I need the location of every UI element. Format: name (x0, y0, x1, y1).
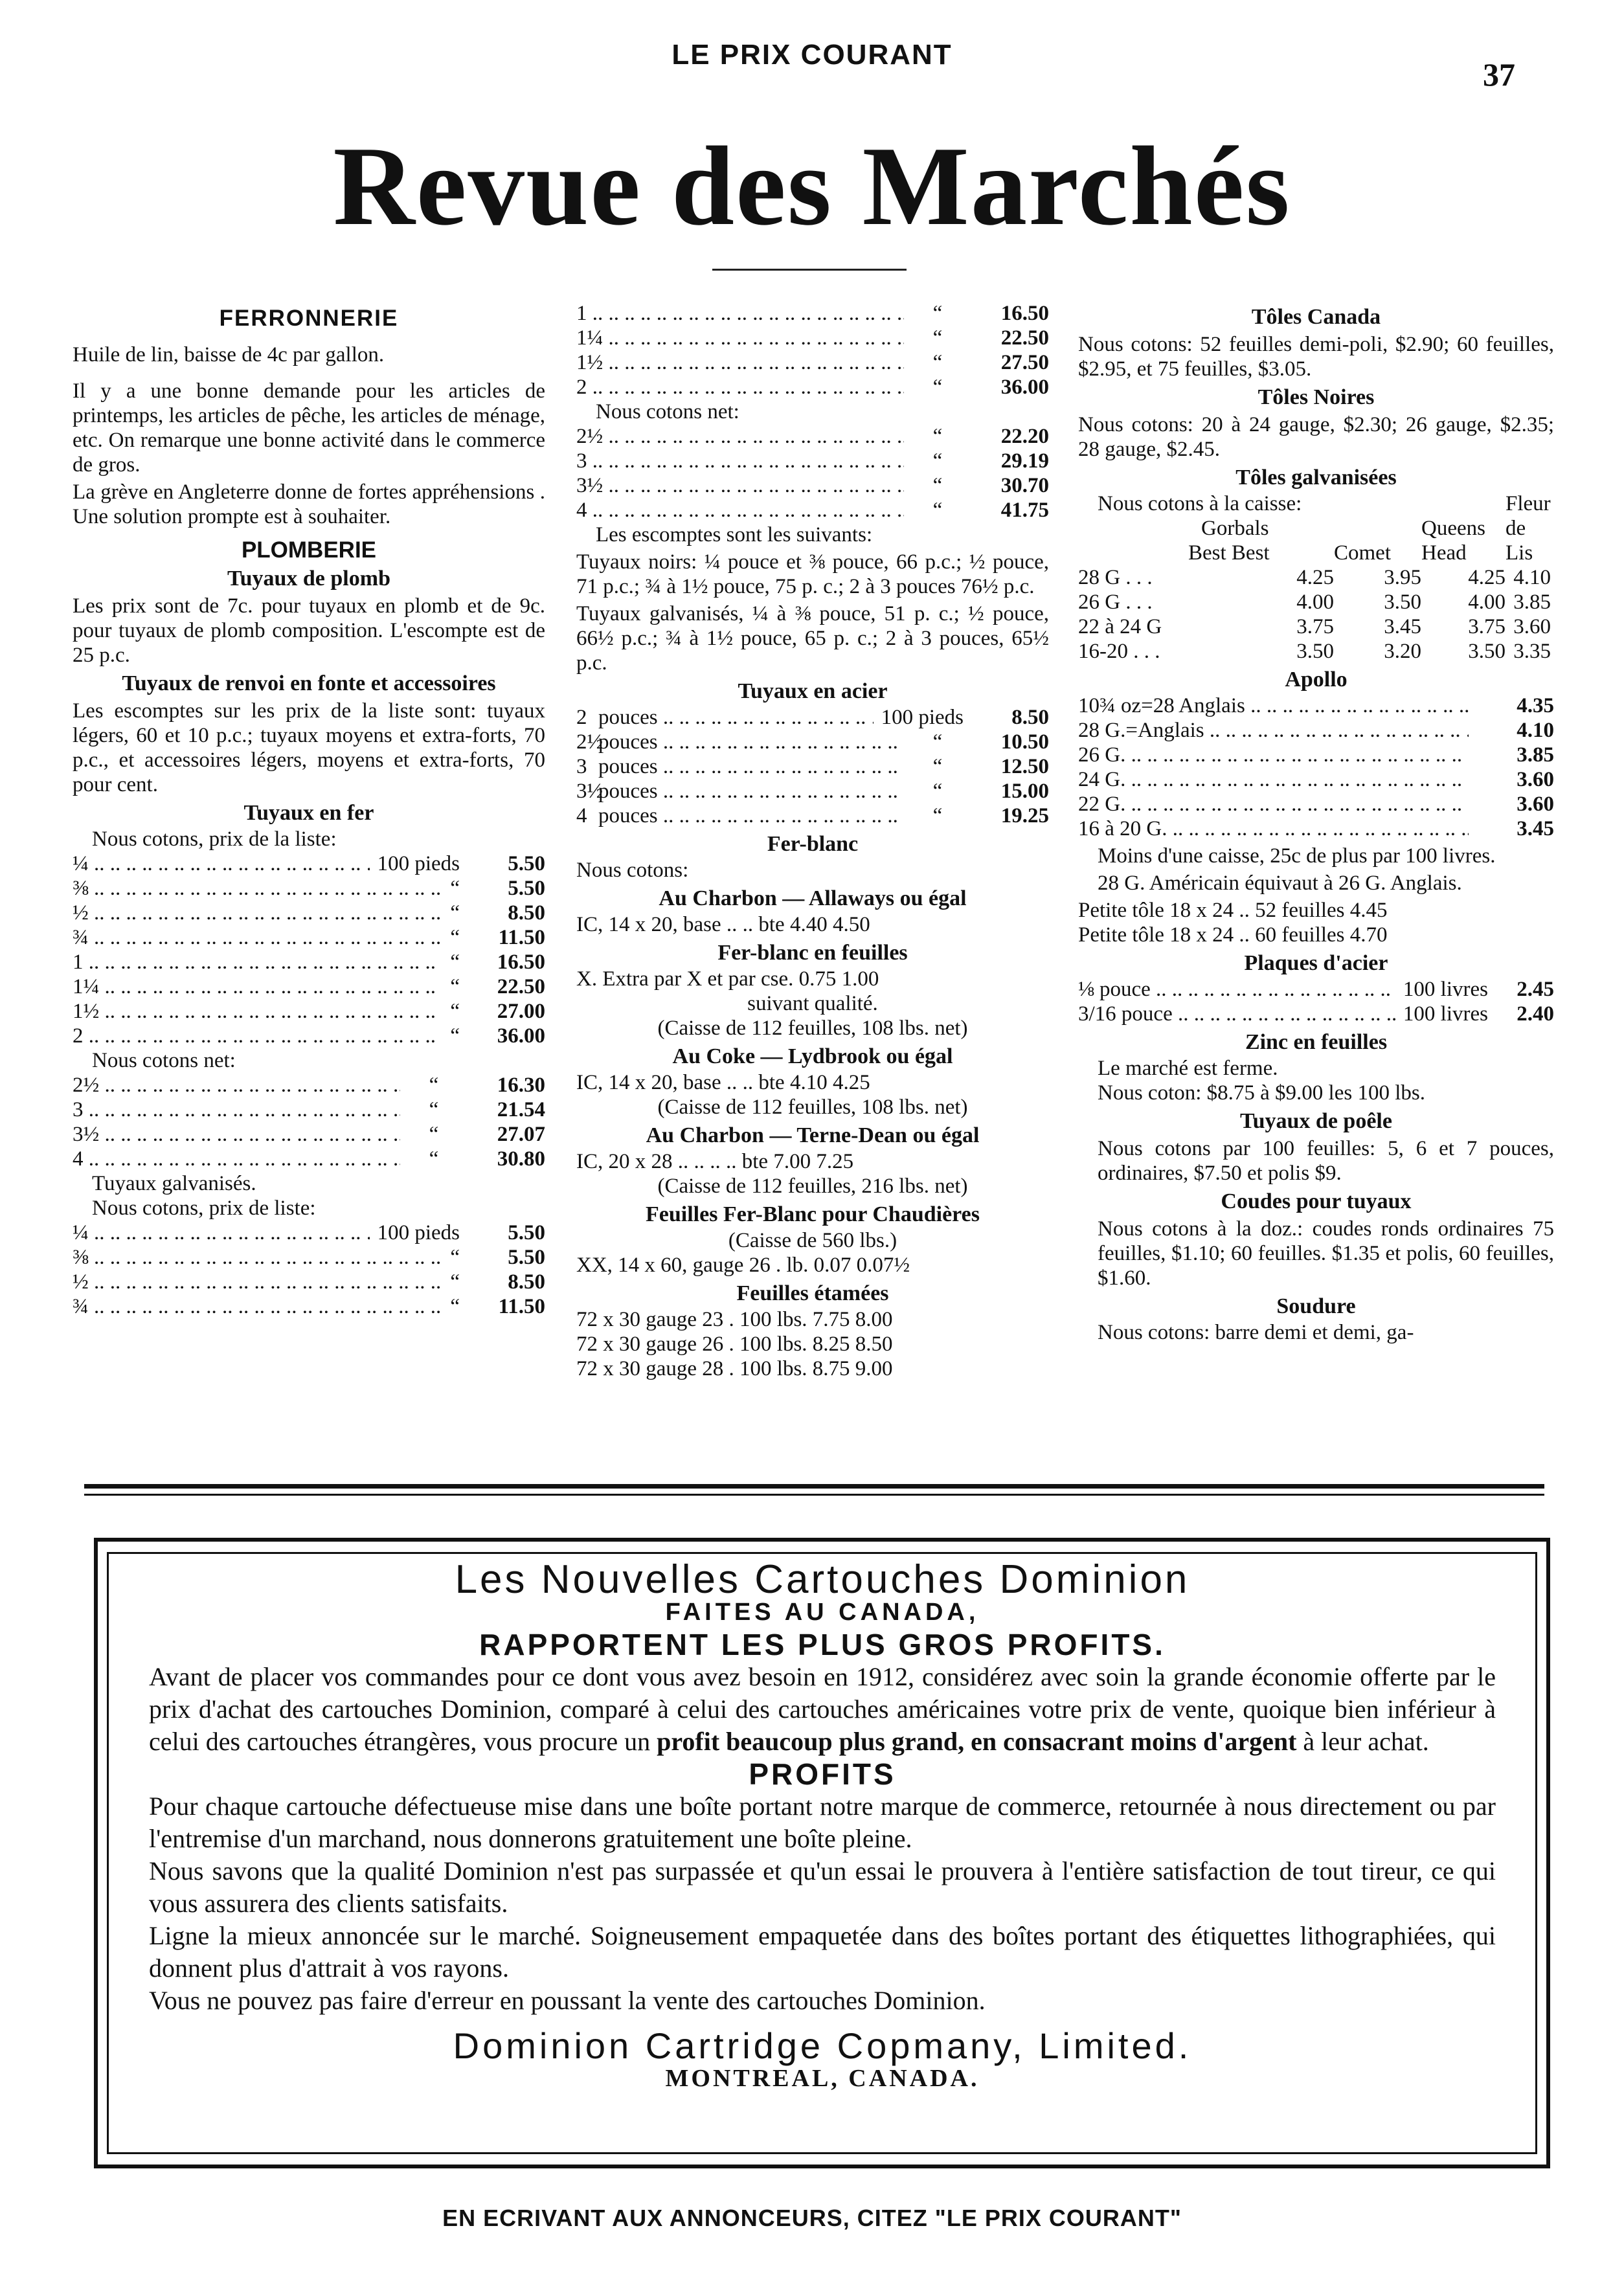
separator-rule (84, 1484, 1544, 1489)
unit: “ (932, 780, 943, 803)
unit: “ (932, 302, 943, 325)
size: 3 .. .. (576, 449, 904, 473)
column-3 (1078, 301, 1554, 1345)
note: suivant qualité. (747, 992, 878, 1015)
price-line: Petite tôle 18 x 24 .. 60 feuilles 4.70 (1078, 923, 1388, 947)
ad-paragraph: Vous ne pouvez pas faire d'erreur en poussant la vente des cartouches Dominion. (149, 1986, 986, 2015)
list-intro: Tuyaux galvanisés. (92, 1172, 256, 1195)
price: 30.80 (497, 1147, 545, 1171)
unit: “ (450, 877, 460, 900)
price-line: X. Extra par X et par cse. 0.75 1.00 (576, 967, 879, 991)
subheading: Coudes pour tuyaux (1221, 1189, 1412, 1213)
list-intro: Nous cotons: (576, 859, 689, 882)
gauge: 24 G. .. .. (1078, 767, 1469, 792)
price: 12.50 (1000, 755, 1049, 778)
price-list (576, 301, 1049, 399)
ad-company: Dominion Cartridge Copmany, Limited. (453, 2025, 1192, 2066)
list-intro: Nous cotons, prix de liste: (92, 1197, 316, 1220)
price-row (73, 1122, 545, 1147)
price: 3.45 (1517, 817, 1554, 840)
size: 2½ .. .. (73, 1073, 400, 1097)
unit: “ (450, 950, 460, 974)
subheading: Soudure (1276, 1294, 1356, 1318)
subheading: Zinc en feuilles (1245, 1030, 1388, 1054)
gauge: 26 G . . . (1078, 590, 1153, 614)
note: (Caisse de 112 feuilles, 108 lbs. net) (657, 1096, 968, 1119)
price: 3.20 (1384, 640, 1421, 663)
price-row (576, 326, 1049, 350)
unit: 100 pieds (377, 852, 460, 875)
unit: 100 livres (1403, 978, 1488, 1001)
subheading: Au Charbon — Terne-Dean ou égal (646, 1123, 980, 1147)
price: 11.50 (498, 926, 545, 949)
size: 4 .. .. (576, 498, 904, 523)
subheading: Tôles Canada (1251, 305, 1381, 329)
price: 4.35 (1517, 694, 1554, 717)
note: (Caisse de 560 lbs.) (728, 1229, 897, 1252)
price-row (576, 804, 1049, 828)
ad-paragraph (149, 1661, 1496, 1758)
unit: “ (429, 1147, 439, 1171)
price-line: Petite tôle 18 x 24 .. 52 feuilles 4.45 (1078, 899, 1388, 922)
size-unit: pouces .. .. (598, 779, 904, 804)
title-rule (712, 269, 907, 271)
subheading: Fer-blanc en feuilles (717, 941, 908, 965)
unit: “ (932, 425, 943, 448)
price: 8.50 (508, 1270, 545, 1294)
footer-notice: EN ECRIVANT AUX ANNONCEURS, CITEZ "LE PRIX COURANT" (442, 2205, 1182, 2231)
price: 3.85 (1517, 743, 1554, 767)
price-row (576, 705, 1049, 730)
size: 1 .. .. (73, 950, 442, 974)
size: 3½ .. .. (73, 1122, 400, 1147)
size: 1½ .. .. (73, 999, 442, 1024)
price: 3.45 (1384, 615, 1421, 638)
price: 5.50 (508, 1221, 545, 1244)
price: 4.25 (1468, 566, 1506, 589)
price-row (73, 1147, 545, 1171)
price-row (1078, 718, 1554, 743)
price-row (1078, 792, 1554, 816)
unit: “ (932, 499, 943, 522)
price-row (73, 1097, 545, 1122)
price-list (576, 424, 1049, 523)
unit: “ (450, 1000, 460, 1023)
unit: “ (450, 975, 460, 998)
price: 3.50 (1296, 640, 1334, 663)
price-row (73, 1294, 545, 1319)
size: ½ .. .. (73, 901, 442, 925)
price: 5.50 (508, 852, 545, 875)
column-header: Head (1421, 541, 1467, 565)
price: 2.45 (1517, 978, 1554, 1001)
size: 3/16 pouce .. .. (1078, 1002, 1395, 1026)
price-row (73, 1024, 545, 1048)
unit: “ (932, 474, 943, 497)
price: 29.19 (1000, 449, 1049, 473)
price-row (73, 901, 545, 925)
section-heading: PLOMBERIE (241, 537, 377, 563)
paragraph: Nous cotons à la doz.: coudes ronds ordinaires 75 feuilles, $1.10; 60 feuilles. $1.35 et polis, 60 feuilles, $1.60. (1098, 1217, 1554, 1290)
gauge: 10¾ oz=28 Anglais .. .. (1078, 693, 1469, 718)
size: 2 (576, 706, 587, 729)
unit: “ (429, 1123, 439, 1146)
separator-rule (84, 1494, 1544, 1496)
price-line: IC, 20 x 28 .. .. .. .. bte 7.00 7.25 (576, 1150, 854, 1173)
price: 16.50 (1000, 302, 1049, 325)
price-row (73, 950, 545, 974)
price-line: 72 x 30 gauge 28 . 100 lbs. 8.75 9.00 (576, 1357, 893, 1380)
page-number: 37 (1483, 56, 1515, 93)
gauge: 22 G. .. .. (1078, 792, 1469, 816)
price-row (1078, 767, 1554, 792)
size: 2 .. .. (73, 1024, 442, 1048)
price: 3.60 (1517, 768, 1554, 791)
price: 8.50 (1011, 706, 1049, 729)
gauge: 16 à 20 G. .. .. (1078, 816, 1469, 841)
paragraph: Les prix sont de 7c. pour tuyaux en plomb et de 9c. pour tuyaux de plomb composition. L'escompte est de 25 p.c. (73, 594, 545, 667)
size-unit: pouces .. .. (598, 730, 904, 754)
size: ⅛ pouce .. .. (1078, 977, 1395, 1002)
size: 2½ (576, 730, 603, 754)
unit: “ (429, 1074, 439, 1097)
subheading: Feuilles Fer-Blanc pour Chaudières (646, 1202, 980, 1226)
price-row (576, 498, 1049, 523)
price-row (73, 851, 545, 876)
list-intro: Nous cotons à la caisse: (1098, 492, 1302, 515)
paragraph: Tuyaux galvanisés, ¼ à ⅜ pouce, 51 p. c.; ½ pouce, 66½ p.c.; ¾ à 1½ pouce, 65 p. c.; 2 à 3 pouces, 65½ p.c. (576, 602, 1049, 675)
unit: “ (429, 1098, 439, 1121)
subheading: Tôles galvanisées (1235, 466, 1397, 489)
size: ½ .. .. (73, 1270, 442, 1294)
note: (Caisse de 112 feuilles, 216 lbs. net) (657, 1175, 968, 1198)
price: 4.25 (1296, 566, 1334, 589)
price-row (576, 350, 1049, 375)
price-row (1078, 693, 1554, 718)
price-row (576, 730, 1049, 754)
running-title: LE PRIX COURANT (671, 39, 953, 71)
price: 22.50 (1000, 326, 1049, 350)
price-row (1078, 816, 1554, 841)
unit: 100 livres (1403, 1002, 1488, 1026)
column-header: Lis (1506, 541, 1533, 565)
column-header: Queens (1421, 517, 1485, 540)
price: 27.00 (497, 1000, 545, 1023)
paragraph: Tuyaux noirs: ¼ pouce et ⅜ pouce, 66 p.c.; ½ pouce, 71 p.c.; ¾ à 1½ pouce, 75 p. c.; 2 à 3 pouces 76½ p.c. (576, 550, 1049, 598)
size: 1¼ .. .. (73, 974, 442, 999)
ad-headline: Les Nouvelles Cartouches Dominion (455, 1557, 1190, 1602)
price: 3.75 (1296, 615, 1334, 638)
column-header: Comet (1334, 541, 1391, 565)
ad-city: MONTREAL, CANADA. (665, 2065, 980, 2092)
paragraph: Huile de lin, baisse de 4c par gallon. (73, 343, 385, 366)
subheading: Au Charbon — Allaways ou égal (659, 886, 967, 910)
paragraph: Nous cotons: 52 feuilles demi-poli, $2.90; 60 feuilles, $2.95, et 75 feuilles, $3.05. (1078, 333, 1554, 381)
column-header: de (1506, 517, 1526, 540)
size-unit: pouces .. .. (598, 804, 904, 828)
subheading: Fer-blanc (767, 832, 859, 856)
unit: “ (450, 1295, 460, 1318)
gauge: 28 G.=Anglais .. .. (1078, 718, 1469, 743)
column-2 (576, 301, 1049, 1381)
price: 36.00 (1000, 376, 1049, 399)
column-header: Fleur (1506, 492, 1551, 515)
subheading: Plaques d'acier (1244, 951, 1388, 975)
price: 4.10 (1517, 719, 1554, 742)
unit: “ (932, 376, 943, 399)
price-list (576, 705, 1049, 828)
subheading: Tuyaux de plomb (227, 567, 390, 590)
price-list (73, 1073, 545, 1171)
subheading: Tuyaux de renvoi en fonte et accessoires (122, 671, 496, 695)
price: 2.40 (1517, 1002, 1554, 1026)
size: 4 .. .. (73, 1147, 400, 1171)
paragraph: 28 G. Américain équivaut à 26 G. Anglais. (1098, 872, 1462, 895)
price-row (73, 1220, 545, 1245)
subheading: Tôles Noires (1257, 385, 1375, 409)
advertisement (149, 1538, 1496, 2095)
note: (Caisse de 112 feuilles, 108 lbs. net) (657, 1017, 968, 1040)
price-line: IC, 14 x 20, base .. .. bte 4.10 4.25 (576, 1071, 870, 1094)
price: 3.60 (1513, 615, 1551, 638)
ad-text: Avant de placer vos commandes pour ce dont vous avez besoin en 1912, considérez avec soin la grande économie offerte par le prix d'achat des cartouches Dominion, comparé à celui des cartouches américaines votre prix de vente, quoique bien inférieur à celui des cartouches étrangères, vous procure un (149, 1662, 1496, 1756)
list-intro: Nous cotons, prix de la liste: (92, 827, 337, 851)
price: 8.50 (508, 901, 545, 925)
price-row (73, 999, 545, 1024)
subheading: Tuyaux en fer (243, 801, 374, 825)
price-row (73, 1245, 545, 1270)
size: 3½ (576, 780, 603, 803)
ad-paragraph: Nous savons que la qualité Dominion n'est pas surpassée et qu'un essai le prouvera à l'entière satisfaction de tout tireur, ce qui vous assurera des clients satisfaits. (149, 1856, 1496, 1918)
list-intro: Nous cotons net: (92, 1049, 236, 1072)
paragraph: La grève en Angleterre donne de fortes appréhensions . Une solution prompte est à souhaiter. (73, 480, 545, 528)
price-row (576, 779, 1049, 804)
price: 11.50 (498, 1295, 545, 1318)
size: 4 (576, 804, 587, 827)
unit: “ (932, 804, 943, 827)
price: 3.95 (1384, 566, 1421, 589)
price-list (73, 851, 545, 1048)
size: 3½ .. .. (576, 473, 904, 498)
price-line: IC, 14 x 20, base .. .. bte 4.40 4.50 (576, 913, 870, 936)
ad-subheadline: RAPPORTENT LES PLUS GROS PROFITS. (479, 1628, 1166, 1661)
price-line: 72 x 30 gauge 23 . 100 lbs. 7.75 8.00 (576, 1308, 893, 1331)
unit: “ (932, 755, 943, 778)
price: 21.54 (497, 1098, 545, 1121)
price: 4.00 (1296, 590, 1334, 614)
ad-section-heading: PROFITS (749, 1757, 896, 1791)
column-1 (73, 301, 545, 1319)
price-row (1078, 977, 1554, 1002)
subheading: Tuyaux de poêle (1240, 1109, 1392, 1133)
size: 1 .. .. (576, 301, 904, 326)
price-row (1078, 1002, 1554, 1026)
galvanized-table (1078, 491, 1554, 664)
gauge: 22 à 24 G (1078, 615, 1162, 638)
subheading: Feuilles étamées (736, 1281, 889, 1305)
size: 3 (576, 755, 587, 778)
unit: “ (932, 351, 943, 374)
price: 36.00 (497, 1024, 545, 1048)
price-row (1078, 743, 1554, 767)
price: 3.50 (1384, 590, 1421, 614)
column-header: Gorbals (1201, 517, 1269, 540)
note: Nous coton: $8.75 à $9.00 les 100 lbs. (1098, 1081, 1425, 1105)
size: ¾ .. .. (73, 925, 442, 950)
size: ¾ .. .. (73, 1294, 442, 1319)
size: 2½ .. .. (576, 424, 904, 449)
ad-paragraph: Pour chaque cartouche défectueuse mise dans une boîte portant notre marque de commerce, retournée à nous directement ou par l'entremise d'un marchand, nous donnerons gratuitement une boîte pleine. (149, 1792, 1496, 1853)
unit: 100 pieds (377, 1221, 460, 1244)
price: 41.75 (1000, 499, 1049, 522)
price-row (576, 424, 1049, 449)
gauge: 26 G. .. .. (1078, 743, 1469, 767)
price-row (73, 925, 545, 950)
size: ¼ .. .. (73, 1220, 370, 1245)
price: 5.50 (508, 1246, 545, 1269)
note: Le marché est ferme. (1098, 1057, 1278, 1080)
list-intro: Les escomptes sont les suivants: (596, 523, 873, 546)
price-row (73, 1270, 545, 1294)
price: 22.50 (497, 975, 545, 998)
paragraph: Les escomptes sur les prix de la liste sont: tuyaux légers, 60 et 10 p.c.; tuyaux moyens et extra-forts, 70 p.c., et accessoires légers, moyens et extra-forts, 70 pour cent. (73, 699, 545, 796)
price: 3.50 (1468, 640, 1506, 663)
price: 27.50 (1000, 351, 1049, 374)
price: 27.07 (497, 1123, 545, 1146)
price-row (576, 473, 1049, 498)
size: 3 .. .. (73, 1097, 400, 1122)
price: 30.70 (1000, 474, 1049, 497)
price-row (73, 876, 545, 901)
size: 1¼ .. .. (576, 326, 904, 350)
unit: “ (932, 449, 943, 473)
size: ⅜ .. .. (73, 1245, 442, 1270)
price: 22.20 (1000, 425, 1049, 448)
subheading: Tuyaux en acier (738, 679, 888, 703)
unit: “ (450, 926, 460, 949)
price: 19.25 (1000, 804, 1049, 827)
unit: “ (450, 901, 460, 925)
unit: “ (450, 1024, 460, 1048)
size-unit: pouces .. .. (598, 754, 904, 779)
subheading: Apollo (1285, 668, 1348, 692)
price: 3.60 (1517, 793, 1554, 816)
ad-subheadline: FAITES AU CANADA, (665, 1599, 980, 1626)
gauge: 16-20 . . . (1078, 640, 1160, 663)
unit: “ (450, 1246, 460, 1269)
paragraph: Nous cotons: 20 à 24 gauge, $2.30; 26 gauge, $2.35; 28 gauge, $2.45. (1078, 413, 1554, 461)
section-heading: FERRONNERIE (219, 306, 399, 331)
unit: “ (450, 1270, 460, 1294)
price-list (1078, 693, 1554, 841)
column-header: Best Best (1188, 541, 1270, 565)
size: 2 .. .. (576, 375, 904, 399)
size-unit: pouces .. .. (598, 705, 874, 730)
price: 10.50 (1000, 730, 1049, 754)
list-intro: Nous cotons net: (596, 400, 739, 423)
price-line: XX, 14 x 60, gauge 26 . lb. 0.07 0.07½ (576, 1254, 910, 1277)
price: 16.30 (497, 1074, 545, 1097)
price-row (576, 375, 1049, 399)
price: 5.50 (508, 877, 545, 900)
page-title: Revue des Marchés (333, 123, 1291, 249)
price-row (73, 974, 545, 999)
size: ⅜ .. .. (73, 876, 442, 901)
paragraph: Nous cotons par 100 feuilles: 5, 6 et 7 pouces, ordinaires, $7.50 et polis $9. (1098, 1137, 1554, 1185)
price-row (576, 754, 1049, 779)
price: 15.00 (1000, 780, 1049, 803)
price-line: 72 x 30 gauge 26 . 100 lbs. 8.25 8.50 (576, 1333, 893, 1356)
price: 4.00 (1468, 590, 1506, 614)
price-row (576, 301, 1049, 326)
size: 1½ .. .. (576, 350, 904, 375)
subheading: Au Coke — Lydbrook ou égal (672, 1044, 953, 1068)
unit: “ (932, 730, 943, 754)
ad-text: à leur achat. (1303, 1727, 1429, 1756)
price-row (576, 449, 1049, 473)
price: 16.50 (497, 950, 545, 974)
paragraph: Il y a une bonne demande pour les articles de printemps, les articles de pêche, les articles de ménage, etc. On remarque une bonne activité dans le commerce de gros. (73, 379, 545, 477)
gauge: 28 G . . . (1078, 566, 1153, 589)
price: 3.75 (1468, 615, 1506, 638)
price-list (73, 1220, 545, 1319)
price: 3.35 (1513, 640, 1551, 663)
price: 3.85 (1513, 590, 1551, 614)
paragraph: Moins d'une caisse, 25c de plus par 100 livres. (1098, 844, 1496, 868)
note: Nous cotons: barre demi et demi, ga- (1098, 1321, 1414, 1344)
ad-emphasis: profit beaucoup plus grand, en consacrant moins d'argent (657, 1727, 1297, 1756)
unit: “ (932, 326, 943, 350)
size: ¼ .. .. (73, 851, 370, 876)
price-row (73, 1073, 545, 1097)
unit: 100 pieds (881, 706, 964, 729)
ad-paragraph: Ligne la mieux annoncée sur le marché. Soigneusement empaquetée dans des boîtes portant des étiquettes lithographiées, qui donnent plus d'attrait à vos rayons. (149, 1921, 1496, 1983)
price: 4.10 (1513, 566, 1551, 589)
